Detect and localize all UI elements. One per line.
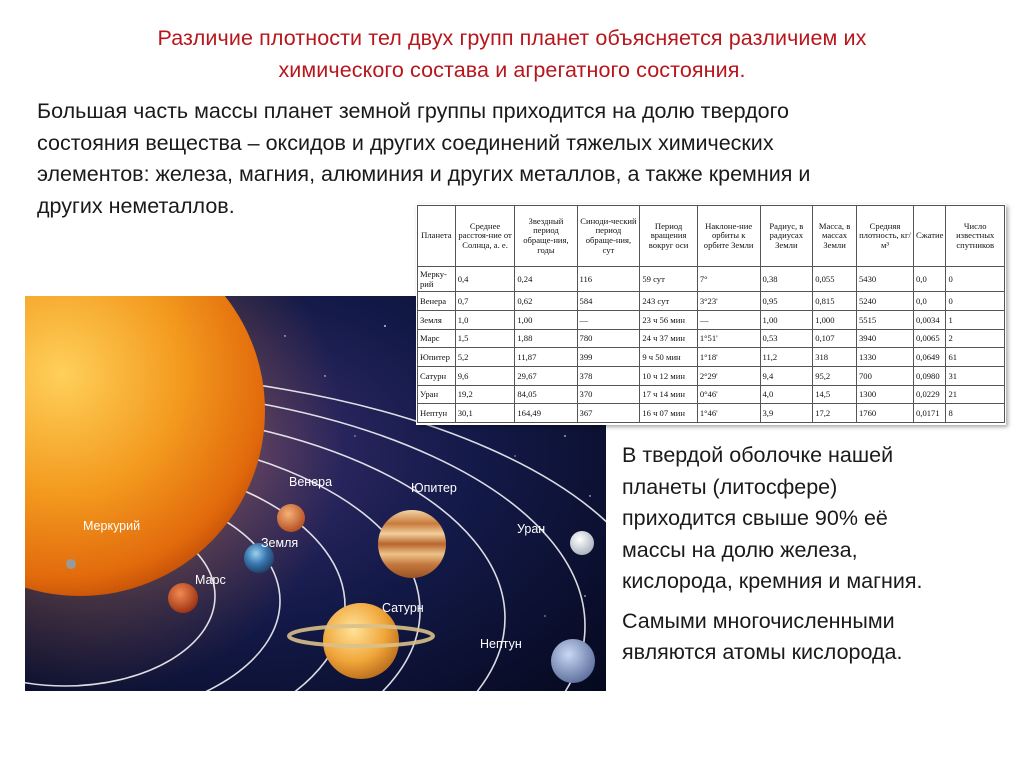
table-header-row [418, 206, 1005, 267]
planet-name-cell: Венера [418, 292, 456, 311]
label-neptune: Нептун [480, 637, 522, 651]
table-header-cell: Планета [418, 206, 456, 267]
table-cell: 2 [946, 329, 1005, 348]
table-cell: 9,4 [760, 366, 813, 385]
table-cell: — [577, 310, 640, 329]
table-cell: 0,107 [813, 329, 857, 348]
table-header-cell: Число известных спутников [946, 206, 1005, 267]
table-cell: 24 ч 37 мин [640, 329, 697, 348]
table-cell: 21 [946, 385, 1005, 404]
table-cell: 1,88 [515, 329, 577, 348]
label-mercury: Меркурий [83, 519, 141, 533]
mercury-planet [66, 559, 76, 569]
table-cell: 243 сут [640, 292, 697, 311]
table-row [418, 292, 1005, 311]
table-cell: 0,4 [455, 267, 515, 292]
table-cell: 95,2 [813, 366, 857, 385]
table-cell: 3°23' [697, 292, 760, 311]
table-cell: 116 [577, 267, 640, 292]
neptune-planet [551, 639, 595, 683]
table-cell: 7° [697, 267, 760, 292]
table-cell: 0,0 [914, 292, 946, 311]
table-cell: 61 [946, 348, 1005, 367]
table-cell: 0°46' [697, 385, 760, 404]
table-cell: 29,67 [515, 366, 577, 385]
table-cell: 0,38 [760, 267, 813, 292]
jupiter-planet [378, 510, 446, 578]
table-cell: 0,0 [914, 267, 946, 292]
table-cell: 84,05 [515, 385, 577, 404]
table-header-cell: Средняя плотность, кг/м³ [856, 206, 913, 267]
table-cell: 3940 [856, 329, 913, 348]
table-cell: 1,00 [760, 310, 813, 329]
table-cell: 31 [946, 366, 1005, 385]
table-cell: 318 [813, 348, 857, 367]
table-header-cell: Радиус, в радиусах Земли [760, 206, 813, 267]
planet-data-table [417, 205, 1005, 423]
table-cell: 367 [577, 404, 640, 423]
table-cell: 0,0649 [914, 348, 946, 367]
oxygen-paragraph [622, 606, 1002, 669]
intro-line-4: других неметаллов. [37, 193, 235, 218]
table-row [418, 329, 1005, 348]
table-cell: 0,815 [813, 292, 857, 311]
table-cell: 0,95 [760, 292, 813, 311]
oxygen-line-1: Самыми многочисленными [622, 608, 895, 633]
table-cell: 1°51' [697, 329, 760, 348]
table-cell: 780 [577, 329, 640, 348]
table-cell: 9 ч 50 мин [640, 348, 697, 367]
table-cell: 584 [577, 292, 640, 311]
lithosphere-text [622, 440, 1002, 677]
table-cell: 1,5 [455, 329, 515, 348]
label-venus: Венера [289, 475, 333, 489]
label-uranus: Уран [517, 522, 546, 536]
table-row [418, 385, 1005, 404]
table-cell: 1 [946, 310, 1005, 329]
table-cell: 30,1 [455, 404, 515, 423]
table-cell: 19,2 [455, 385, 515, 404]
table-cell: 8 [946, 404, 1005, 423]
table-cell: 17 ч 14 мин [640, 385, 697, 404]
lithosphere-line-5: кислорода, кремния и магния. [622, 569, 923, 593]
lithosphere-line-3: приходится свыше 90% её [622, 506, 888, 530]
table-cell: 0,055 [813, 267, 857, 292]
uranus-planet [570, 531, 594, 555]
table-row [418, 366, 1005, 385]
table-cell: 5515 [856, 310, 913, 329]
intro-line-2: состояния вещества – оксидов и других соединений тяжелых химических [37, 130, 774, 155]
planet-name-cell: Мерку-рий [418, 267, 456, 292]
planet-name-cell: Марс [418, 329, 456, 348]
table-cell: 17,2 [813, 404, 857, 423]
planet-name-cell: Земля [418, 310, 456, 329]
planet-name-cell: Юпитер [418, 348, 456, 367]
label-earth: Земля [261, 536, 299, 550]
table-cell: 0,53 [760, 329, 813, 348]
table-cell: 4,0 [760, 385, 813, 404]
table-cell: 11,2 [760, 348, 813, 367]
table-cell: 1760 [856, 404, 913, 423]
table-cell: 0,0229 [914, 385, 946, 404]
table-cell: 0,0034 [914, 310, 946, 329]
table-cell: 0,7 [455, 292, 515, 311]
intro-line-1: Большая часть массы планет земной группы приходится на долю твердого [37, 99, 789, 123]
oxygen-line-2: являются атомы кислорода. [622, 640, 903, 664]
table-header-cell: Звездный период обраще-ния, годы [515, 206, 577, 267]
table-cell: 14,5 [813, 385, 857, 404]
planet-table-container [416, 204, 1006, 425]
slide-title [60, 22, 964, 86]
table-cell: 10 ч 12 мин [640, 366, 697, 385]
table-cell: 1°46' [697, 404, 760, 423]
table-header-cell: Наклоне-ние орбиты к орбите Земли [697, 206, 760, 267]
planet-name-cell: Сатурн [418, 366, 456, 385]
table-header-cell: Синоди-ческий период обраще-ния, сут [577, 206, 640, 267]
table-cell: 23 ч 56 мин [640, 310, 697, 329]
table-cell: 5240 [856, 292, 913, 311]
mars-planet [168, 583, 198, 613]
table-cell: 378 [577, 366, 640, 385]
table-row [418, 404, 1005, 423]
table-body [418, 267, 1005, 423]
table-cell: 1,0 [455, 310, 515, 329]
table-cell: 0,0980 [914, 366, 946, 385]
table-cell: 1,000 [813, 310, 857, 329]
planet-name-cell: Нептун [418, 404, 456, 423]
table-cell: 5430 [856, 267, 913, 292]
table-header-cell: Период вращения вокруг оси [640, 206, 697, 267]
table-cell: 5,2 [455, 348, 515, 367]
planet-name-cell: Уран [418, 385, 456, 404]
table-row [418, 348, 1005, 367]
table-cell: 700 [856, 366, 913, 385]
table-cell: 0,24 [515, 267, 577, 292]
table-cell: 370 [577, 385, 640, 404]
table-cell: 9,6 [455, 366, 515, 385]
lithosphere-line-1: В твердой оболочке нашей [622, 443, 894, 467]
table-cell: 11,87 [515, 348, 577, 367]
label-saturn: Сатурн [382, 601, 424, 615]
table-cell: 0,0171 [914, 404, 946, 423]
table-cell: 16 ч 07 мин [640, 404, 697, 423]
table-cell: 1300 [856, 385, 913, 404]
label-mars: Марс [195, 573, 226, 587]
title-line-1: Различие плотности тел двух групп планет объясняется различием их [157, 26, 867, 50]
intro-line-3: элементов: железа, магния, алюминия и других металлов, а также кремния и [37, 162, 811, 186]
table-cell: 0 [946, 292, 1005, 311]
lithosphere-line-2: планеты (литосфере) [622, 474, 838, 499]
lithosphere-line-4: массы на долю железа, [622, 537, 858, 562]
table-cell: 399 [577, 348, 640, 367]
title-line-2: химического состава и агрегатного состояния. [278, 58, 746, 82]
table-cell: — [697, 310, 760, 329]
table-header-cell: Масса, в массах Земли [813, 206, 857, 267]
label-jupiter: Юпитер [411, 481, 457, 495]
table-cell: 59 сут [640, 267, 697, 292]
table-cell: 1330 [856, 348, 913, 367]
table-cell: 3,9 [760, 404, 813, 423]
table-row [418, 310, 1005, 329]
table-cell: 1°18' [697, 348, 760, 367]
venus-planet [277, 504, 305, 532]
table-cell: 164,49 [515, 404, 577, 423]
lithosphere-paragraph [622, 440, 1002, 598]
table-header-cell: Среднее расстоя-ние от Солнца, а. е. [455, 206, 515, 267]
table-row [418, 267, 1005, 292]
table-cell: 0 [946, 267, 1005, 292]
table-header-cell: Сжатие [914, 206, 946, 267]
table-cell: 0,62 [515, 292, 577, 311]
table-cell: 0,0065 [914, 329, 946, 348]
table-cell: 2°29' [697, 366, 760, 385]
table-cell: 1,00 [515, 310, 577, 329]
